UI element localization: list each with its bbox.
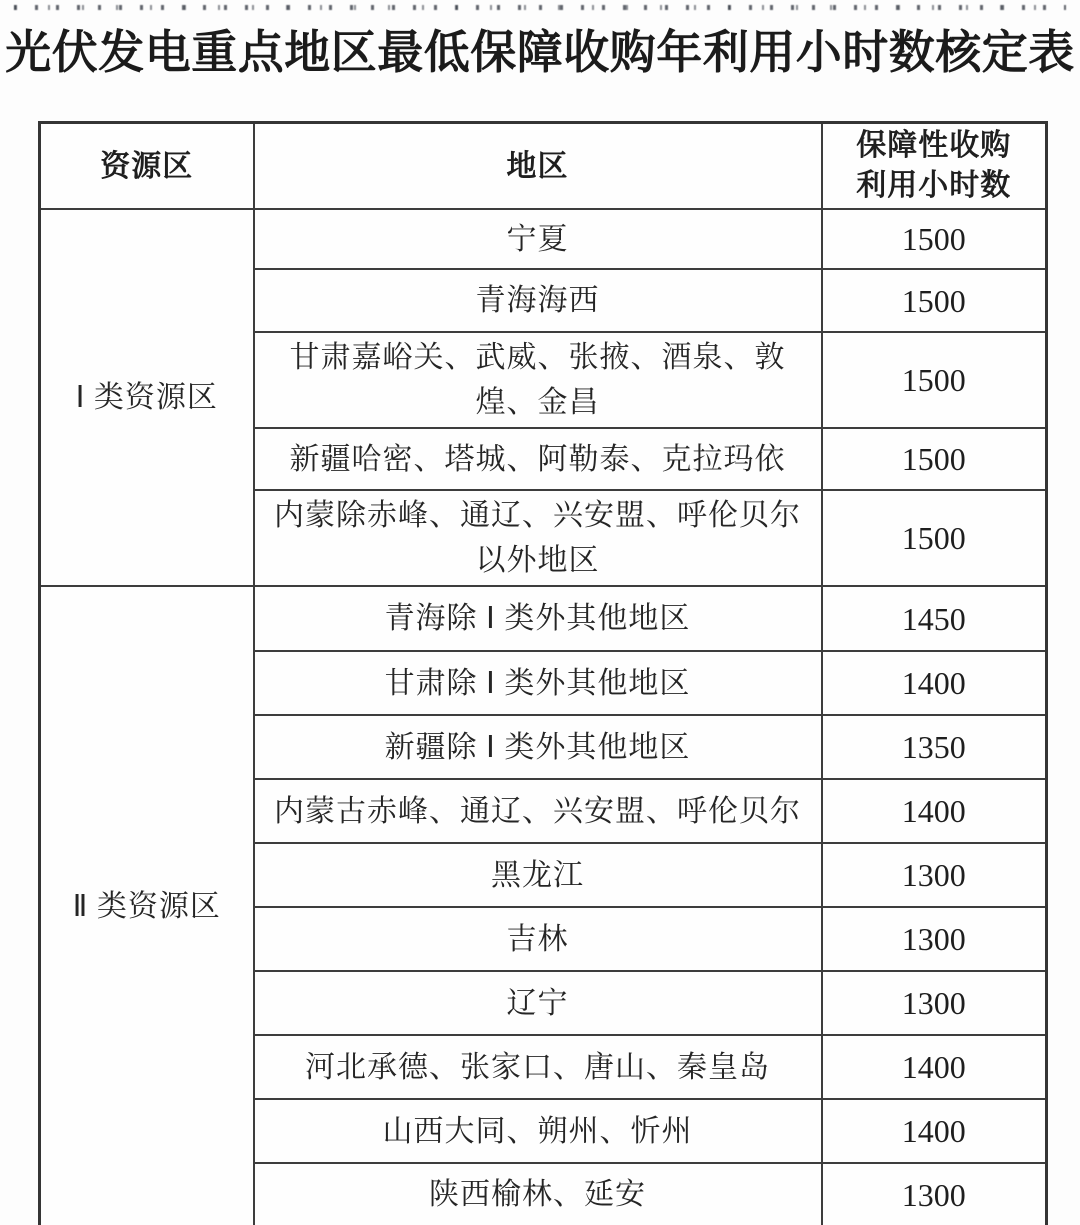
hours-cell: 1500 [822,332,1047,428]
hours-cell: 1450 [822,586,1047,651]
hours-cell: 1300 [822,843,1047,907]
hours-table [38,121,1048,1225]
region-cell: 甘肃嘉峪关、武威、张掖、酒泉、敦煌、金昌 [254,332,822,428]
region-cell: 辽宁 [254,971,822,1035]
hours-cell: 1400 [822,1099,1047,1163]
cropped-text-remnant [14,5,1066,10]
hours-cell: 1300 [822,1163,1047,1225]
hours-cell: 1500 [822,490,1047,586]
header-hours-line2: 利用小时数 [856,169,1012,202]
region-cell: 新疆哈密、塔城、阿勒泰、克拉玛依 [254,428,822,490]
hours-cell: 1300 [822,971,1047,1035]
header-zone: 资源区 [40,123,254,210]
hours-cell: 1500 [822,428,1047,490]
hours-cell: 1350 [822,715,1047,779]
zone-cell-class2: Ⅱ 类资源区 [40,586,254,1225]
region-cell: 内蒙除赤峰、通辽、兴安盟、呼伦贝尔以外地区 [254,490,822,586]
region-cell: 河北承德、张家口、唐山、秦皇岛 [254,1035,822,1099]
hours-cell: 1300 [822,907,1047,971]
region-cell: 山西大同、朔州、忻州 [254,1099,822,1163]
region-cell: 青海海西 [254,269,822,332]
region-cell: 黑龙江 [254,843,822,907]
header-row [40,123,1047,210]
hours-cell: 1400 [822,651,1047,715]
hours-cell: 1500 [822,209,1047,269]
header-hours [822,123,1047,210]
zone-cell-class1: Ⅰ 类资源区 [40,209,254,586]
region-cell: 内蒙古赤峰、通辽、兴安盟、呼伦贝尔 [254,779,822,843]
region-cell: 新疆除 Ⅰ 类外其他地区 [254,715,822,779]
table-row [40,209,1047,269]
region-cell: 甘肃除 Ⅰ 类外其他地区 [254,651,822,715]
region-cell: 青海除 Ⅰ 类外其他地区 [254,586,822,651]
table-row [40,586,1047,651]
hours-cell: 1400 [822,1035,1047,1099]
hours-cell: 1500 [822,269,1047,332]
region-cell: 陕西榆林、延安 [254,1163,822,1225]
region-cell: 宁夏 [254,209,822,269]
header-hours-line1: 保障性收购 [856,129,1012,162]
region-cell: 吉林 [254,907,822,971]
header-region: 地区 [254,123,822,210]
page-title: 光伏发电重点地区最低保障收购年利用小时数核定表 [5,26,1075,78]
hours-cell: 1400 [822,779,1047,843]
